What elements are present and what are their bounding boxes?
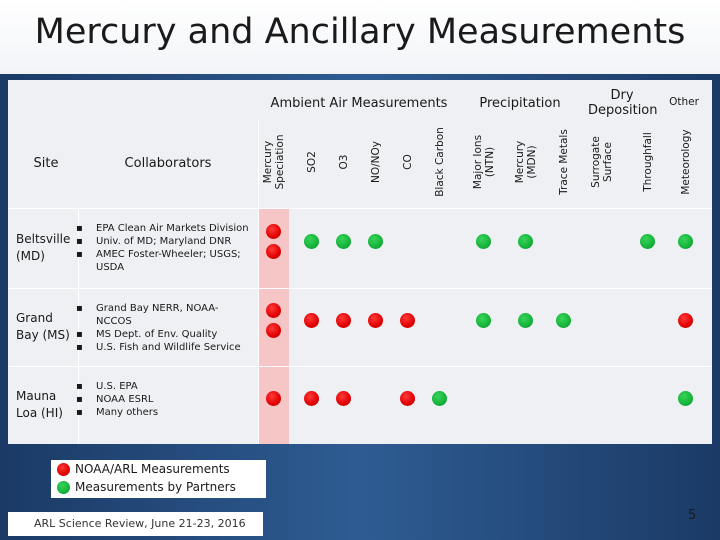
legend [51, 460, 266, 498]
group-precipitation: Precipitation [479, 96, 561, 111]
column-header: Meteorology [680, 129, 692, 195]
footer [8, 512, 263, 536]
measurements-table [8, 80, 712, 444]
collaborator-item [76, 302, 254, 328]
partner-measurement-dot [476, 313, 491, 328]
divider [258, 120, 259, 444]
column-header: CO [402, 154, 414, 170]
noaa-measurement-dot [368, 313, 383, 328]
divider [8, 208, 712, 209]
divider [8, 288, 712, 289]
legend-noaa-label: NOAA/ARL Measurements [75, 462, 230, 476]
noaa-measurement-dot [304, 391, 319, 406]
bullet-icon: ▪ [76, 329, 83, 340]
collaborator-text: U.S. EPA [96, 381, 138, 392]
collaborator-text: EPA Clean Air Markets Division [96, 223, 249, 234]
partner-measurement-dot [336, 234, 351, 249]
bullet-icon: ▪ [76, 249, 83, 260]
collaborator-text: NOAA ESRL [96, 394, 154, 405]
noaa-measurement-dot [678, 313, 693, 328]
column-header: Mercury Speciation [262, 134, 286, 190]
partner-measurement-dot [640, 234, 655, 249]
divider [8, 366, 712, 367]
group-other: Other [669, 96, 699, 108]
bullet-icon: ▪ [76, 394, 83, 405]
partner-measurement-dot [678, 391, 693, 406]
partner-measurement-dot [678, 234, 693, 249]
noaa-measurement-dot [304, 313, 319, 328]
header-collaborators: Collaborators [124, 156, 212, 171]
collaborators-list [76, 380, 254, 419]
partner-measurement-dot [368, 234, 383, 249]
collaborator-item [76, 406, 254, 419]
column-header: NO/NOy [370, 141, 382, 183]
group-dry-deposition: Dry Deposition [588, 88, 658, 118]
noaa-measurement-dot [400, 313, 415, 328]
bullet-icon: ▪ [76, 303, 83, 314]
collaborator-item [76, 393, 254, 406]
bullet-icon: ▪ [76, 381, 83, 392]
collaborator-item [76, 248, 254, 274]
collaborator-text: U.S. Fish and Wildlife Service [96, 342, 241, 353]
partner-measurement-dot [518, 313, 533, 328]
column-header: Throughfall [642, 132, 654, 192]
collaborator-text: AMEC Foster-Wheeler; USGS; USDA [96, 249, 241, 273]
collaborators-list [76, 302, 254, 354]
partner-measurement-dot [432, 391, 447, 406]
noaa-measurement-dot [266, 224, 281, 239]
collaborators-list [76, 222, 254, 274]
collaborator-item [76, 328, 254, 341]
bullet-icon: ▪ [76, 236, 83, 247]
legend-partners-label: Measurements by Partners [75, 480, 236, 494]
column-header: O3 [338, 154, 350, 170]
collaborator-item [76, 235, 254, 248]
collaborator-text: Grand Bay NERR, NOAA-NCCOS [96, 303, 219, 327]
column-header: Mercury (MDN) [514, 140, 538, 184]
column-header: Trace Metals [558, 129, 570, 195]
column-header: Surrogate Surface [590, 136, 614, 188]
slide-title: Mercury and Ancillary Measurements [34, 12, 686, 52]
site-name: Grand Bay (MS) [16, 311, 70, 342]
noaa-measurement-dot [336, 313, 351, 328]
site-name: Mauna Loa (HI) [16, 389, 63, 420]
noaa-measurement-dot [266, 303, 281, 318]
noaa-measurement-dot [336, 391, 351, 406]
collaborator-item [76, 222, 254, 235]
column-header: Black Carbon [434, 127, 446, 197]
site-name: Beltsville (MD) [16, 232, 71, 263]
collaborator-text: Univ. of MD; Maryland DNR [96, 236, 232, 247]
partner-measurement-dot [304, 234, 319, 249]
header-site: Site [33, 156, 59, 171]
bullet-icon: ▪ [76, 342, 83, 353]
title-bar [0, 0, 720, 74]
column-header: Major Ions (NTN) [472, 134, 496, 190]
bullet-icon: ▪ [76, 407, 83, 418]
collaborator-text: MS Dept. of Env. Quality [96, 329, 218, 340]
legend-red-dot [57, 463, 70, 476]
group-ambient: Ambient Air Measurements [270, 96, 448, 111]
bullet-icon: ▪ [76, 223, 83, 234]
legend-green-dot [57, 481, 70, 494]
collaborator-item [76, 341, 254, 354]
collaborator-text: Many others [96, 407, 159, 418]
page-number: 5 [688, 508, 697, 523]
column-header: SO2 [306, 151, 318, 173]
footer-text: ARL Science Review, June 21-23, 2016 [34, 517, 246, 530]
collaborator-item [76, 380, 254, 393]
noaa-measurement-dot [266, 244, 281, 259]
partner-measurement-dot [476, 234, 491, 249]
partner-measurement-dot [518, 234, 533, 249]
noaa-measurement-dot [266, 323, 281, 338]
partner-measurement-dot [556, 313, 571, 328]
noaa-measurement-dot [266, 391, 281, 406]
noaa-measurement-dot [400, 391, 415, 406]
